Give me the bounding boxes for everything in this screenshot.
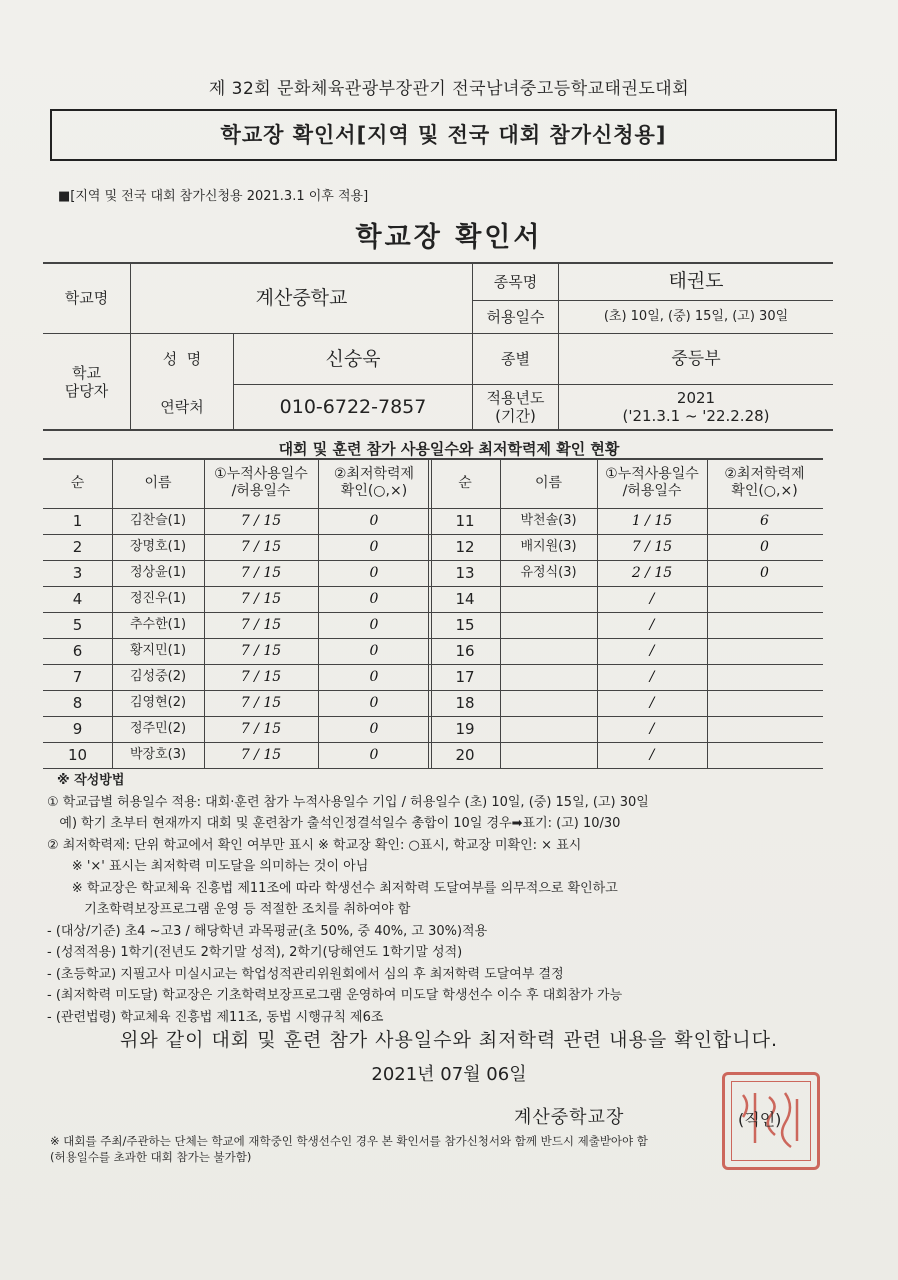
instruction-line: 예) 학기 초부터 현재까지 대회 및 훈련참가 출석인정결석일수 총합이 10일 경우➡표기: (고) 10/30 [47,816,621,831]
category-value: 중등부 [671,348,721,369]
school-label: 학교명 [64,289,109,307]
row-number: 18 [455,694,475,712]
row-number: 6 [72,642,83,660]
academic-check-mark: 0 [369,668,379,685]
header-no: 순 [458,474,472,491]
academic-check-mark: 0 [369,694,379,711]
applies-note: ■[지역 및 전국 대회 참가신청용 2021.3.1 이후 적용] [58,189,369,204]
days-used: 7 / 15 [240,746,282,763]
academic-check-mark [707,612,822,638]
row-number: 10 [67,746,88,764]
days-used: / [649,694,655,711]
student-name: 장명호(1) [129,539,187,555]
row-number: 5 [72,616,83,634]
year-value: 2021 ('21.3.1 ~ '22.2.28) [622,389,770,425]
manager-label: 학교 담당자 [64,363,109,400]
contact-value: 010-6722-7857 [279,395,427,418]
status-section-title: 대회 및 훈련 참가 사용일수와 최저학력제 확인 현황 [278,440,620,458]
days-used: 7 / 15 [240,694,282,711]
footnote [50,1133,648,1165]
academic-check-mark: 0 [760,538,769,555]
days-used: 7 / 15 [240,642,282,659]
row-number: 12 [455,538,475,556]
academic-check-mark [707,638,822,664]
header-days: ①누적사용일수 /허용일수 [605,466,699,499]
academic-check-mark: 0 [369,590,379,607]
academic-check-mark: 0 [369,512,379,529]
row-number: 1 [72,512,83,530]
academic-check-mark: 0 [369,746,379,763]
student-name [500,586,597,612]
row-number: 11 [455,512,475,530]
student-name [500,612,597,638]
student-name: 박천솔(3) [520,513,577,529]
row-number: 13 [455,564,475,582]
header-academic: ②최저학력제 확인(○,×) [333,466,415,499]
header-days: ①누적사용일수 /허용일수 [214,466,308,499]
student-name: 유정식(3) [520,565,577,581]
academic-check-mark: 0 [369,720,379,737]
days-used: 7 / 15 [240,668,282,685]
student-name: 정주민(2) [129,721,187,737]
student-name: 황지민(1) [129,643,187,659]
header-no: 순 [70,474,85,491]
row-number: 3 [72,564,83,582]
footnote-line: ※ 대회를 주최/주관하는 단체는 학교에 재학중인 학생선수인 경우 본 확인서를 참가신청서와 함께 반드시 제출받아야 함 [50,1134,648,1148]
row-number: 16 [455,642,475,660]
academic-check-mark: 0 [369,538,379,555]
student-name: 박장호(3) [129,747,187,763]
student-name: 김찬슬(1) [129,513,187,529]
student-name: 정상윤(1) [129,565,187,581]
instruction-line: 기초학력보장프로그램 운영 등 적절한 조치를 취하여야 함 [47,902,411,917]
student-name: 정진우(1) [129,591,187,607]
student-name [500,664,597,690]
instruction-line: ② 최저학력제: 단위 학교에서 확인 여부만 표시 ※ 학교장 확인: ○표시, 학교장 미확인: × 표시 [47,837,582,853]
academic-check-mark: 0 [369,564,379,581]
academic-check-mark [707,742,822,768]
row-number: 2 [72,538,83,556]
instruction-line: - (성적적용) 1학기(전년도 2학기말 성적), 2학기(당해연도 1학기말 성적) [47,945,463,960]
row-number: 4 [72,590,83,608]
academic-check-mark: 0 [369,642,379,659]
row-number: 15 [455,616,475,634]
days-used: 2 / 15 [631,564,673,581]
student-name: 김영현(2) [129,695,187,711]
days-used: 7 / 15 [240,590,282,607]
days-used: / [649,668,655,685]
days-used: 7 / 15 [240,512,282,529]
instructions-heading: ※ 작성방법 [57,773,125,788]
category-label: 종별 [501,350,530,368]
academic-check-mark [707,664,822,690]
confirmation-statement: 위와 같이 대회 및 훈련 참가 사용일수와 최저학력 관련 내용을 확인합니다. [119,1029,779,1051]
principal-name: 계산중학교장 [514,1107,625,1128]
instruction-line: - (대상/기준) 초4 ~고3 / 해당학년 과목평균(초 50%, 중 40%, 고 30%)적용 [47,923,488,939]
instruction-line: - (초등학교) 지필고사 미실시교는 학업성적관리위원회에서 심의 후 최저학력 도달여부 결정 [47,966,564,982]
row-number: 9 [72,720,83,738]
academic-check-mark: 0 [369,616,379,633]
seal-label: (직인) [738,1110,782,1129]
student-name [500,638,597,664]
days-used: 7 / 15 [240,564,282,581]
row-number: 14 [455,590,475,608]
confirmation-date: 2021년 07월 06일 [371,1064,527,1085]
student-name [500,690,597,716]
header-name: 이름 [144,474,172,491]
name-value: 신숭욱 [325,347,381,370]
days-value: (초) 10일, (중) 15일, (고) 30일 [603,309,789,325]
days-used: / [649,720,655,737]
row-number: 7 [72,668,83,686]
row-number: 17 [455,668,475,686]
days-used: 1 / 15 [631,512,673,529]
days-label: 허용일수 [486,308,545,326]
row-number: 8 [72,694,83,712]
row-number: 20 [455,746,475,764]
name-label: 성 명 [162,350,202,368]
instruction-line: ※ '×' 표시는 최저학력 미도달을 의미하는 것이 아님 [47,859,369,874]
days-used: / [649,590,655,607]
event-title: 제 32회 문화체육관광부장관기 전국남녀중고등학교태권도대회 [208,79,690,99]
header-academic: ②최저학력제 확인(○,×) [724,466,805,499]
student-name: 김성중(2) [129,669,187,685]
instruction-line: - (관련법령) 학교체육 진흥법 제11조, 동법 시행규칙 제6조 [47,1009,384,1025]
academic-check-mark [707,716,822,742]
days-used: 7 / 15 [240,538,282,555]
days-used: 7 / 15 [240,616,282,633]
student-name: 추수한(1) [129,617,187,633]
year-label: 적용년도 (기간) [486,389,545,425]
instruction-line: ① 학교급별 허용일수 적용: 대회·훈련 참가 누적사용일수 기입 / 허용일수 (초) 10일, (중) 15일, (고) 30일 [47,794,649,810]
form-title: 학교장 확인서 [355,222,543,253]
contact-label: 연락처 [160,398,204,416]
instruction-line: - (최저학력 미도달) 학교장은 기초학력보장프로그램 운영하여 미도달 학생선수 이수 후 대회참가 가능 [47,988,623,1003]
instruction-line: ※ 학교장은 학교체육 진흥법 제11조에 따라 학생선수 최저학력 도달여부를 의무적으로 확인하고 [47,880,618,896]
days-used: 7 / 15 [240,720,282,737]
school-value: 계산중학교 [255,286,348,309]
academic-check-mark: 6 [760,512,769,529]
instructions [47,770,867,1028]
academic-check-mark [707,690,822,716]
academic-check-mark: 0 [760,564,769,581]
sport-value: 태권도 [668,270,724,293]
student-name: 배지원(3) [520,539,577,555]
days-used: / [649,642,655,659]
header-name: 이름 [534,474,563,491]
student-name [500,716,597,742]
student-name [500,742,597,768]
row-number: 19 [455,720,475,738]
footnote-line: (허용일수를 초과한 대회 참가는 불가함) [50,1150,252,1164]
document-title-box: 학교장 확인서[지역 및 전국 대회 참가신청용] [50,109,837,161]
academic-check-mark [707,586,822,612]
days-used: / [649,616,655,633]
sport-label: 종목명 [493,272,538,291]
days-used: / [649,746,655,763]
days-used: 7 / 15 [631,538,673,555]
